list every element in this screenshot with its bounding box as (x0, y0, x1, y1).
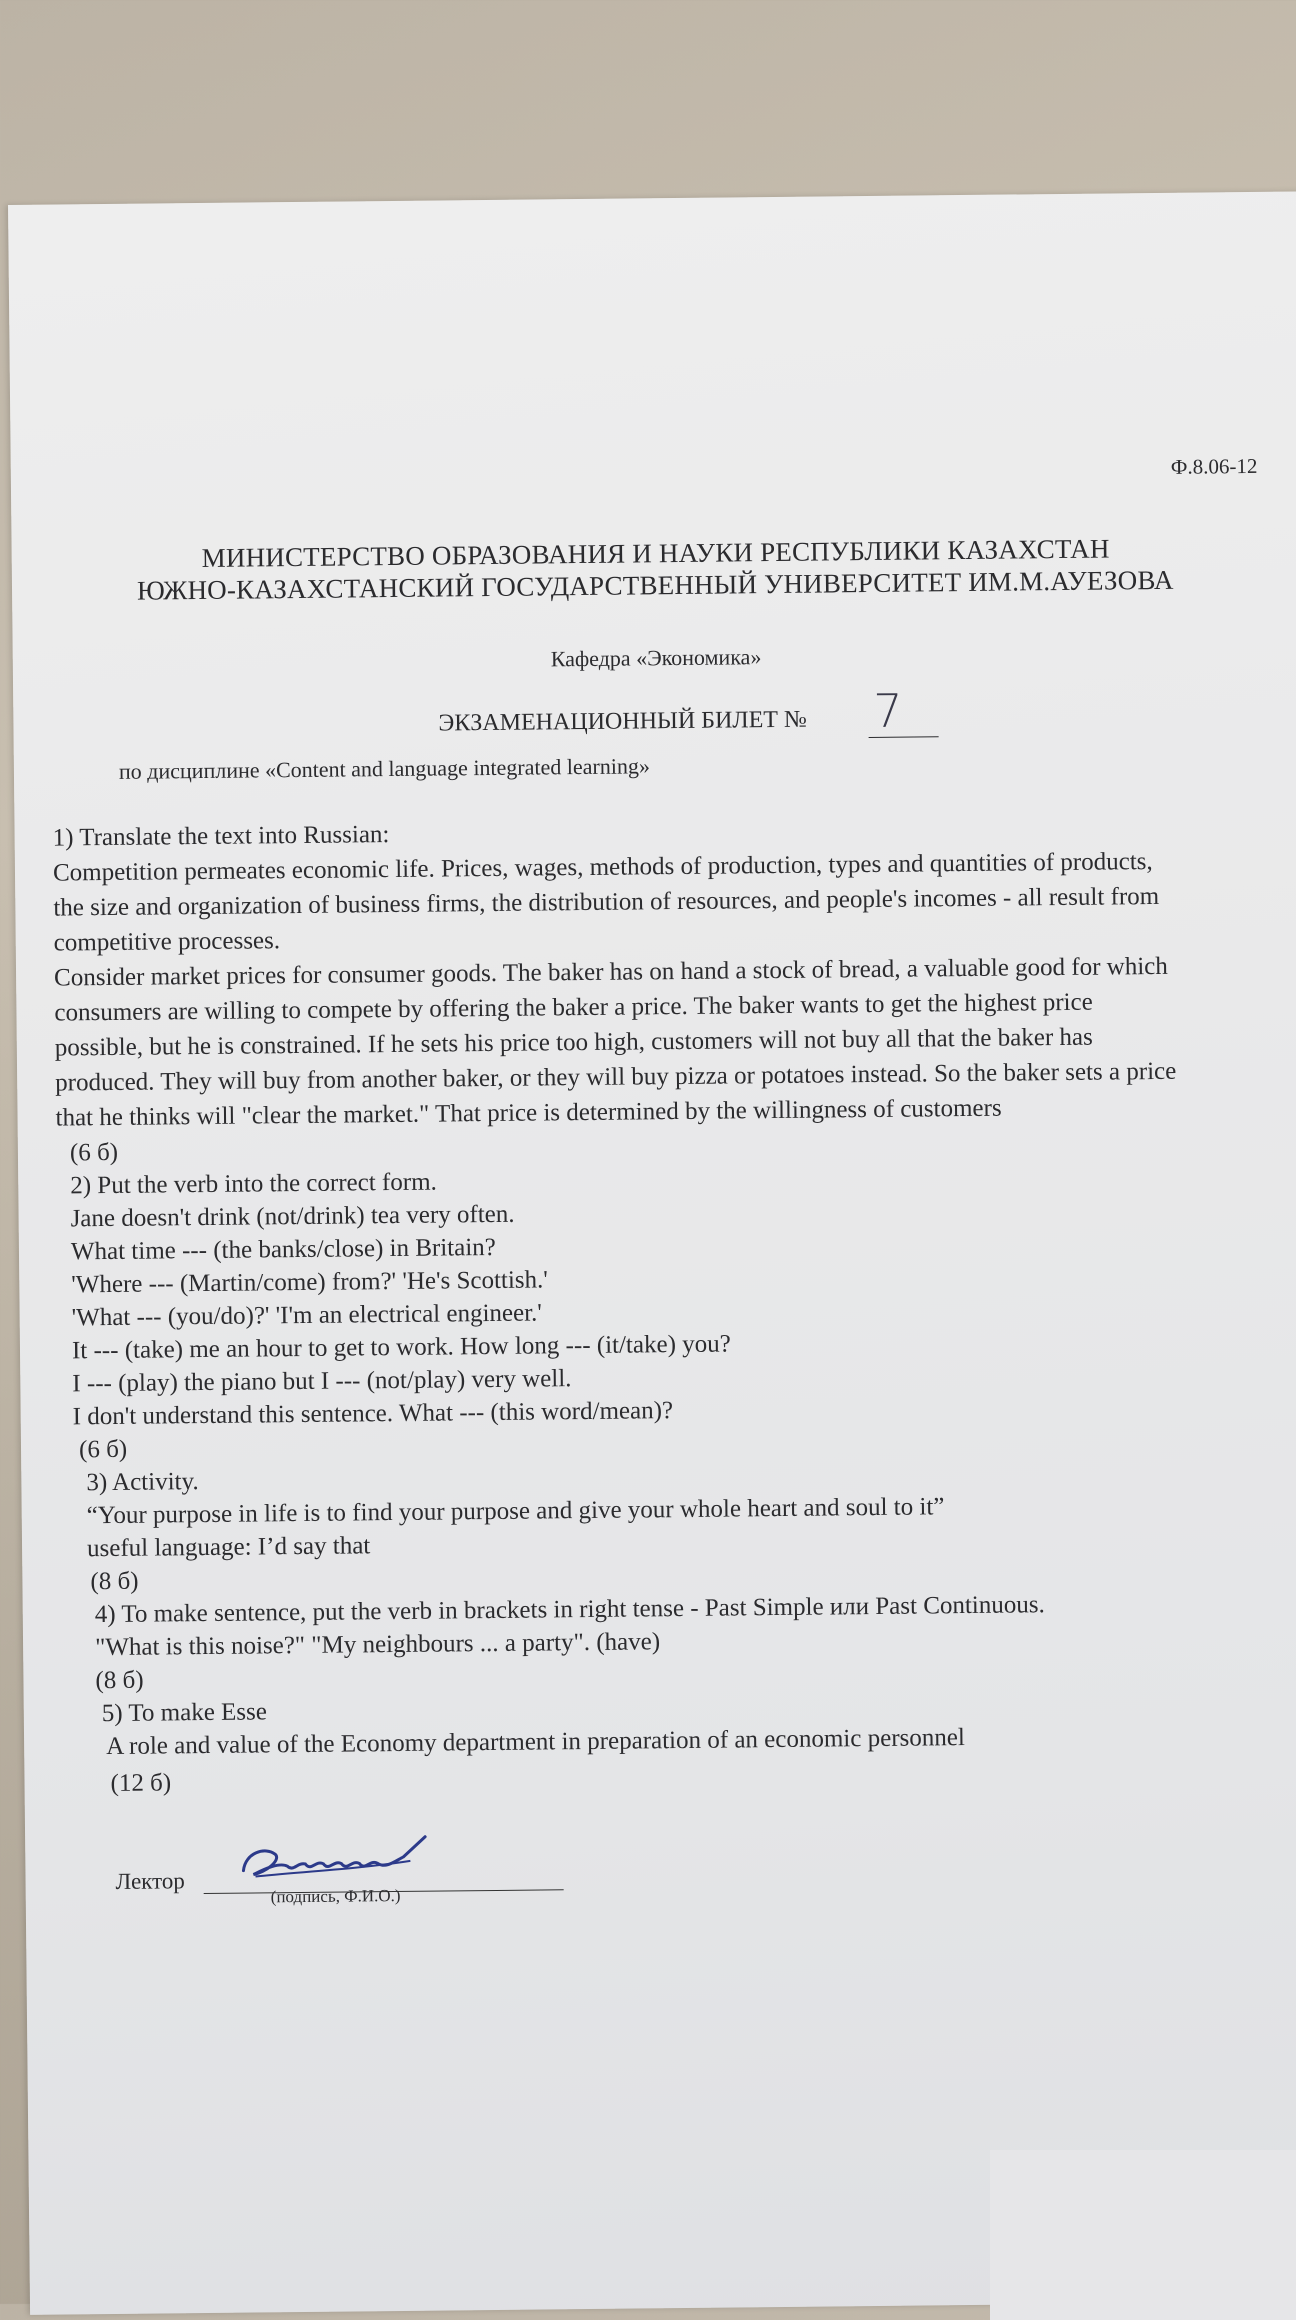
lecturer-label: Лектор (115, 1868, 185, 1894)
body-line: A role and value of the Economy department in preparation of an economic personnel (106, 1724, 965, 1761)
body-line: competitive processes. (53, 927, 281, 957)
points-label: (6 б) (69, 1138, 119, 1167)
body-line: 4) To make sentence, put the verb in brackets in right tense - Past Simple или Past Continuous. (94, 1591, 1045, 1629)
body-line: consumers are willing to compete by offering the baker a price. The baker wants to get the highest price (54, 988, 1093, 1027)
body-line: 1) Translate the text into Russian: (52, 821, 390, 852)
body-line: “Your purpose in life is to find your purpose and give your whole heart and soul to it” (86, 1493, 945, 1530)
body-line: 3) Activity. (86, 1468, 199, 1497)
body-line: It --- (take) me an hour to get to work. How long --- (it/take) you? (71, 1330, 731, 1365)
underlying-paper (990, 2150, 1296, 2320)
body-line: produced. They will buy from another baker, or they will buy pizza or potatoes instead. So the baker sets a price (55, 1057, 1177, 1097)
body-line: possible, but he is constrained. If he sets his price too high, customers will not buy all that the baker has (54, 1023, 1093, 1062)
body-line: 2) Put the verb into the correct form. (70, 1168, 437, 1200)
body-line: Competition permeates economic life. Prices, wages, methods of production, types and quantities of products, (52, 848, 1153, 887)
body-line: What time --- (the banks/close) in Britain? (70, 1233, 496, 1266)
body-line: 'Where --- (Martin/come) from?' 'He's Scottish.' (71, 1266, 548, 1299)
ministry-title: МИНИСТЕРСТВО ОБРАЗОВАНИЯ И НАУКИ РЕСПУБЛИКИ КАЗАХСТАН (201, 533, 1110, 573)
department: Кафедра «Экономика» (550, 644, 762, 672)
body-line: useful language: I’d say that (86, 1532, 371, 1563)
body-line: 5) To make Esse (101, 1698, 268, 1728)
signature-caption: (подпись, Ф.И.О.) (270, 1885, 401, 1907)
ticket-number: 7 (873, 683, 903, 738)
body-line: I --- (play) the piano but I --- (not/play) very well. (72, 1365, 572, 1398)
points-label: (6 б) (78, 1435, 128, 1464)
body-line: "What is this noise?" "My neighbours ... a party". (have) (94, 1628, 661, 1662)
exam-ticket-sheet (8, 191, 1296, 2314)
body-line: that he thinks will "clear the market." That price is determined by the willingness of customers (55, 1094, 1002, 1132)
discipline: по дисциплине «Content and language integrated learning» (118, 753, 651, 784)
university-title: ЮЖНО-КАЗАХСТАНСКИЙ ГОСУДАРСТВЕННЫЙ УНИВЕРСИТЕТ ИМ.М.АУЕЗОВА (136, 564, 1174, 606)
points-label: (8 б) (95, 1666, 144, 1695)
body-line: I don't understand this sentence. What --- (this word/mean)? (72, 1397, 674, 1431)
ticket-label: ЭКЗАМЕНАЦИОННЫЙ БИЛЕТ № (438, 706, 807, 737)
body-line: Consider market prices for consumer goods. The baker has on hand a stock of bread, a valuable good for which (53, 952, 1168, 992)
body-line: the size and organization of business firms, the distribution of resources, and people's incomes - all result from (53, 882, 1160, 922)
points-label: (12 б) (110, 1769, 172, 1798)
ticket-number-underline (869, 736, 939, 738)
body-line: Jane doesn't drink (not/drink) tea very often. (70, 1200, 515, 1233)
points-label: (8 б) (90, 1567, 139, 1596)
handwritten-signature (235, 1831, 446, 1893)
body-line: 'What --- (you/do)?' 'I'm an electrical engineer.' (71, 1299, 542, 1332)
form-code: Ф.8.06-12 (1170, 453, 1258, 479)
